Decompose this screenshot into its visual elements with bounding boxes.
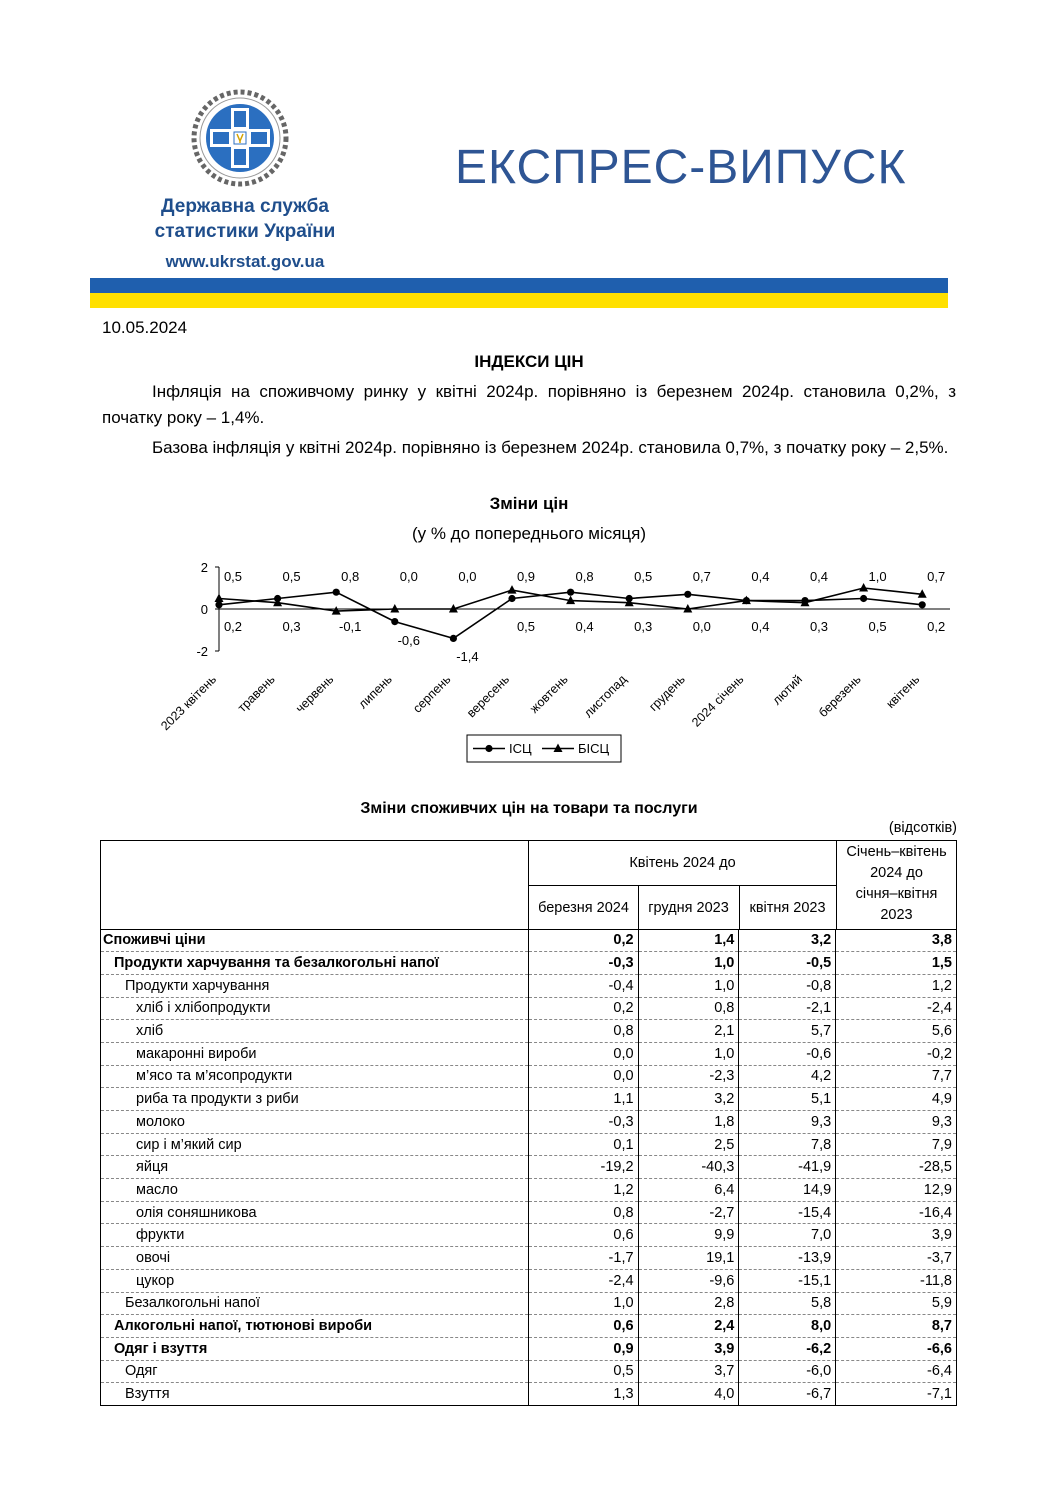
table-row: [101, 1383, 957, 1406]
row-value: 0,8: [528, 1020, 638, 1043]
row-value: -2,3: [638, 1065, 739, 1088]
row-value: -0,3: [528, 952, 638, 975]
row-value: 0,8: [638, 997, 739, 1020]
row-label: масло: [101, 1179, 529, 1202]
row-value: 1,1: [528, 1088, 638, 1111]
table-group-header: Квітень 2024 до: [528, 840, 837, 886]
org-url[interactable]: www.ukrstat.gov.ua: [165, 252, 325, 271]
point-bisc: [508, 585, 517, 594]
row-value: 2,5: [638, 1133, 739, 1156]
row-value: 5,8: [739, 1292, 836, 1315]
row-value: -2,4: [836, 997, 957, 1020]
row-value: -6,2: [739, 1337, 836, 1360]
row-label: макаронні вироби: [101, 1042, 529, 1065]
table-header-label-cell: [100, 840, 529, 930]
release-title: ЕКСПРЕС-ВИПУСК: [455, 141, 907, 194]
org-name-line1: Державна служба: [161, 196, 329, 217]
data-label-upper: 1,0: [868, 569, 887, 584]
data-label-lower: -1,4: [456, 649, 479, 664]
legend-label-isc: ІСЦ: [509, 741, 532, 756]
row-label: Продукти харчування: [101, 974, 529, 997]
point-isc: [333, 589, 340, 596]
table-row: [101, 997, 957, 1020]
x-tick-label: жовтень: [527, 672, 571, 716]
chart-title: Зміни цін: [489, 494, 569, 513]
row-value: 3,2: [638, 1088, 739, 1111]
data-label-lower: 0,2: [927, 619, 946, 634]
row-value: 9,3: [836, 1111, 957, 1134]
table-row: [101, 1020, 957, 1043]
table-row: [101, 929, 957, 952]
row-value: -9,6: [638, 1269, 739, 1292]
legend-label-bisc: БІСЦ: [578, 741, 610, 756]
row-value: 3,8: [836, 929, 957, 952]
row-value: 9,9: [638, 1224, 739, 1247]
data-label-upper: 0,5: [634, 569, 653, 584]
row-label: Одяг і взуття: [101, 1337, 529, 1360]
row-value: 5,1: [739, 1088, 836, 1111]
table-row: [101, 1088, 957, 1111]
row-value: 5,9: [836, 1292, 957, 1315]
row-value: -15,4: [739, 1201, 836, 1224]
point-isc: [860, 595, 867, 602]
row-label: хліб: [101, 1020, 529, 1043]
data-label-lower: -0,6: [397, 633, 421, 648]
row-value: 1,0: [528, 1292, 638, 1315]
chart-subtitle: (у % до попереднього місяця): [411, 524, 647, 543]
x-tick-label: серпень: [410, 672, 454, 716]
chart-legend: [467, 735, 621, 762]
data-label-lower: 0,3: [809, 619, 829, 634]
row-value: 1,4: [638, 929, 739, 952]
x-tick-label: квітень: [883, 672, 923, 712]
table-row: [101, 1179, 957, 1202]
data-label-upper: 0,7: [927, 569, 946, 584]
row-label: олія соняшникова: [101, 1201, 529, 1224]
x-tick-label: грудень: [646, 672, 688, 714]
row-value: -28,5: [836, 1156, 957, 1179]
data-label-upper: 0,7: [692, 569, 711, 584]
row-value: 0,0: [528, 1042, 638, 1065]
row-value: 4,9: [836, 1088, 957, 1111]
row-label: Продукти харчування та безалкогольні напої: [101, 952, 529, 975]
row-value: 3,9: [638, 1337, 739, 1360]
data-label-upper: 0,8: [341, 569, 360, 584]
row-value: -0,4: [528, 974, 638, 997]
row-value: -2,1: [739, 997, 836, 1020]
x-tick-label: липень: [355, 672, 395, 712]
price-table: [100, 929, 957, 1406]
row-value: 6,4: [638, 1179, 739, 1202]
data-label-lower: 0,4: [575, 619, 594, 634]
row-value: 0,0: [528, 1065, 638, 1088]
x-tick-label: листопад: [581, 672, 630, 721]
flag-stripe-yellow: [90, 293, 948, 308]
row-value: -0,2: [836, 1042, 957, 1065]
row-value: 19,1: [638, 1247, 739, 1270]
row-label: Взуття: [101, 1383, 529, 1406]
row-value: 7,0: [739, 1224, 836, 1247]
row-value: 1,0: [638, 1042, 739, 1065]
paragraph-core-inflation: Базова інфляція у квітні 2024р. порівняно із березнем 2024р. становила 0,7%, з початку року – 2,5%.: [152, 438, 949, 457]
paragraph-inflation: Інфляція на споживчому ринку у квітні 2024р. порівняно із березнем 2024р. становила 0,2%, з початку року – 1,4%.: [102, 382, 956, 427]
data-label-upper: 0,5: [223, 569, 243, 584]
point-isc: [508, 595, 515, 602]
table-row: [101, 1247, 957, 1270]
row-value: 9,3: [739, 1111, 836, 1134]
row-value: 8,7: [836, 1315, 957, 1338]
row-label: риба та продукти з риби: [101, 1088, 529, 1111]
row-value: -6,4: [836, 1360, 957, 1383]
row-label: цукор: [101, 1269, 529, 1292]
row-value: -7,1: [836, 1383, 957, 1406]
data-label-lower: 0,2: [223, 619, 243, 634]
row-value: -6,6: [836, 1337, 957, 1360]
row-value: -6,0: [739, 1360, 836, 1383]
release-date: 10.05.2024: [102, 318, 188, 337]
y-tick-label: 0: [200, 602, 208, 617]
point-isc: [391, 618, 398, 625]
row-value: -40,3: [638, 1156, 739, 1179]
row-value: -3,7: [836, 1247, 957, 1270]
row-value: 1,3: [528, 1383, 638, 1406]
col-header-april: квітня 2023: [739, 885, 837, 930]
row-label: молоко: [101, 1111, 529, 1134]
row-value: 2,4: [638, 1315, 739, 1338]
row-value: -2,4: [528, 1269, 638, 1292]
row-value: 3,2: [739, 929, 836, 952]
ukrstat-logo: [185, 88, 295, 188]
row-label: сир і м’який сир: [101, 1133, 529, 1156]
table-row: [101, 1042, 957, 1065]
row-value: 1,2: [836, 974, 957, 997]
row-value: 0,2: [528, 997, 638, 1020]
row-label: хліб і хлібопродукти: [101, 997, 529, 1020]
row-label: Алкогольні напої, тютюнові вироби: [101, 1315, 529, 1338]
row-value: 0,6: [528, 1224, 638, 1247]
row-value: 2,8: [638, 1292, 739, 1315]
row-value: 7,7: [836, 1065, 957, 1088]
row-value: -15,1: [739, 1269, 836, 1292]
col-header-ytd-l4: 2023: [880, 907, 913, 923]
row-value: -6,7: [739, 1383, 836, 1406]
table-row: [101, 1315, 957, 1338]
data-label-lower: 0,3: [634, 619, 653, 634]
row-value: -1,7: [528, 1247, 638, 1270]
point-bisc: [859, 583, 868, 592]
col-header-ytd: [836, 840, 957, 930]
x-tick-label: червень: [292, 672, 337, 716]
table-row: [101, 1065, 957, 1088]
row-value: 4,0: [638, 1383, 739, 1406]
row-label: м’ясо та м’ясопродукти: [101, 1065, 529, 1088]
point-isc: [215, 601, 222, 608]
table-row: [101, 1224, 957, 1247]
point-isc: [567, 589, 574, 596]
row-label: яйця: [101, 1156, 529, 1179]
row-value: 1,0: [638, 952, 739, 975]
row-value: -41,9: [739, 1156, 836, 1179]
point-isc: [919, 601, 926, 608]
data-label-lower: 0,5: [868, 619, 887, 634]
point-bisc: [215, 594, 224, 603]
row-label: фрукти: [101, 1224, 529, 1247]
row-value: 3,9: [836, 1224, 957, 1247]
col-header-ytd-l1: Січень–квітень: [846, 844, 947, 860]
row-value: 0,6: [528, 1315, 638, 1338]
data-label-lower: -0,1: [338, 619, 362, 634]
row-value: 5,6: [836, 1020, 957, 1043]
row-value: -0,6: [739, 1042, 836, 1065]
price-change-chart: [0, 550, 1058, 780]
data-label-lower: 0,4: [751, 619, 770, 634]
row-value: 8,0: [739, 1315, 836, 1338]
table-title: Зміни споживчих цін на товари та послуги: [360, 800, 698, 817]
row-value: -19,2: [528, 1156, 638, 1179]
row-value: 5,7: [739, 1020, 836, 1043]
row-value: 12,9: [836, 1179, 957, 1202]
row-value: 7,9: [836, 1133, 957, 1156]
table-row: [101, 1133, 957, 1156]
legend-marker-isc: [485, 745, 492, 752]
table-row: [101, 1337, 957, 1360]
data-label-lower: 0,5: [516, 619, 536, 634]
row-value: -0,5: [739, 952, 836, 975]
point-isc: [450, 635, 457, 642]
data-label-lower: 0,0: [692, 619, 711, 634]
row-label: Безалкогольні напої: [101, 1292, 529, 1315]
table-row: [101, 1201, 957, 1224]
data-label-upper: 0,8: [575, 569, 594, 584]
table-row: [101, 974, 957, 997]
x-tick-label: вересень: [464, 672, 513, 721]
table-row: [101, 1292, 957, 1315]
data-label-upper: 0,0: [399, 569, 418, 584]
row-label: Споживчі ціни: [101, 929, 529, 952]
row-value: 1,0: [638, 974, 739, 997]
row-value: 1,8: [638, 1111, 739, 1134]
col-header-december: грудня 2023: [638, 885, 740, 930]
table-row: [101, 1156, 957, 1179]
row-value: 1,2: [528, 1179, 638, 1202]
row-label: Одяг: [101, 1360, 529, 1383]
x-tick-label: травень: [234, 672, 278, 716]
table-row: [101, 1111, 957, 1134]
page-title: ІНДЕКСИ ЦІН: [474, 352, 584, 371]
x-tick-label: 2023 квітень: [158, 672, 220, 734]
row-value: -13,9: [739, 1247, 836, 1270]
row-value: -0,3: [528, 1111, 638, 1134]
data-label-upper: 0,5: [282, 569, 301, 584]
col-header-ytd-l3: січня–квітня: [855, 886, 938, 902]
row-value: 14,9: [739, 1179, 836, 1202]
y-tick-label: 2: [200, 560, 208, 575]
row-value: 1,5: [836, 952, 957, 975]
row-value: -16,4: [836, 1201, 957, 1224]
x-tick-label: лютий: [769, 672, 806, 708]
flag-stripe-blue: [90, 278, 948, 293]
row-value: -11,8: [836, 1269, 957, 1292]
x-tick-label: 2024 січень: [689, 672, 747, 730]
row-value: 0,9: [528, 1337, 638, 1360]
col-header-ytd-l2: 2024 до: [870, 865, 923, 881]
data-label-upper: 0,0: [458, 569, 477, 584]
row-label: овочі: [101, 1247, 529, 1270]
col-header-march: березня 2024: [528, 885, 639, 930]
data-label-upper: 0,9: [516, 569, 536, 584]
row-value: 0,8: [528, 1201, 638, 1224]
row-value: 2,1: [638, 1020, 739, 1043]
row-value: 0,5: [528, 1360, 638, 1383]
row-value: 0,2: [528, 929, 638, 952]
data-label-lower: 0,3: [282, 619, 301, 634]
row-value: 4,2: [739, 1065, 836, 1088]
row-value: 0,1: [528, 1133, 638, 1156]
row-value: -2,7: [638, 1201, 739, 1224]
table-unit: (відсотків): [888, 820, 957, 836]
table-row: [101, 952, 957, 975]
row-value: -0,8: [739, 974, 836, 997]
org-name-line2: статистики України: [154, 221, 336, 242]
table-row: [101, 1269, 957, 1292]
point-isc: [684, 591, 691, 598]
x-tick-label: березень: [815, 672, 864, 720]
row-value: 7,8: [739, 1133, 836, 1156]
row-value: 3,7: [638, 1360, 739, 1383]
table-row: [101, 1360, 957, 1383]
y-tick-label: -2: [196, 644, 208, 659]
data-label-upper: 0,4: [809, 569, 829, 584]
data-label-upper: 0,4: [751, 569, 770, 584]
